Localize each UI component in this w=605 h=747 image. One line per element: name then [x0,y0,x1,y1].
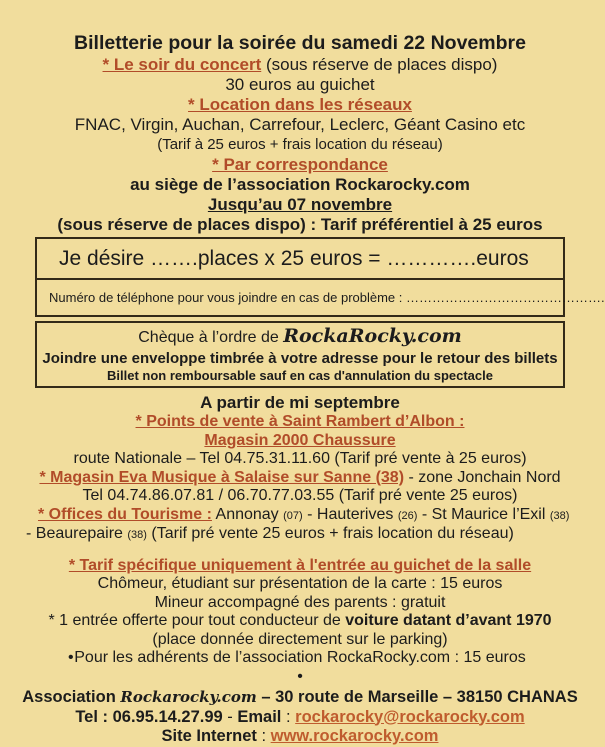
email-label: Email [237,707,282,726]
tourism-sep1: - Hauterives [302,505,398,523]
phone-row [37,280,605,315]
site-colon: : [256,727,271,745]
assoc-name: Rockarocky.com [120,688,257,706]
networks-label: * Location dans les réseaux [188,95,412,114]
classic-car-line [0,612,600,631]
page-title: Billetterie pour la soirée du samedi 22 Novembre [74,32,526,54]
tourism-dept3: (38) [549,509,570,522]
networks-list: FNAC, Virgin, Auchan, Carrefour, Leclerc, Géant Casino etc [74,115,526,134]
box-office-price: 30 euros au guichet [225,75,375,94]
door-heading: * Tarif spécifique uniquement à l'entrée au guichet de la salle [68,556,532,574]
website-link[interactable]: www.rockarocky.com [270,727,439,745]
tourism-label: * Offices du Tourisme : [38,505,212,523]
minor-line: Mineur accompagné des parents : gratuit [154,593,446,611]
classic-car-note: (place donnée directement sur le parking) [152,630,448,648]
bullet-icon: • [297,667,303,685]
networks-line [0,95,600,115]
envelope-note: Joindre une enveloppe timbrée à votre adresse pour le retour des billets [42,350,558,367]
evening-line [0,55,600,75]
tourism-line2-city: - Beaurepaire [26,525,128,542]
shop1-info: route Nationale – Tel 04.75.31.11.60 (Tarif pré vente à 25 euros) [73,450,527,467]
phone-label: Numéro de téléphone pour vous joindre en cas de problème : [49,290,403,305]
tel-text: Tel : 06.95.14.27.99 [75,707,223,726]
presale-heading: A partir de mi septembre [200,393,400,412]
refund-note: Billet non remboursable sauf en cas d'annulation du spectacle [107,368,493,383]
tourism-sep2: - St Maurice l’Exil [417,505,550,523]
website-line [0,727,600,747]
shop2-zone: - zone Jonchain Nord [404,468,561,486]
site-label: Site Internet [161,727,257,745]
assoc-address: – 30 route de Marseille – 38150 CHANAS [256,688,578,706]
cheque-line [41,325,559,349]
phone-dots-field: ………………………………………. [402,290,605,305]
presale-section [0,393,600,545]
shop1-name-line [0,432,600,451]
tourism-line1 [26,506,574,526]
mail-line [0,155,600,175]
mail-deadline: Jusqu’au 07 novembre [207,195,393,214]
mail-address: au siège de l’association Rockarocky.com [130,175,470,194]
tourism-dept1: (07) [283,509,303,522]
st-rambert-line [0,413,600,432]
networks-tariff: (Tarif à 25 euros + frais location du réseau) [157,136,443,153]
tourism-city1: Annonay [211,505,284,523]
mail-label: * Par correspondance [212,155,388,174]
contact-line [0,708,600,728]
tourism-block [0,506,600,545]
cheque-box [35,321,565,388]
shop2-tel: Tel 04.74.86.07.81 / 06.70.77.03.55 (Tarif pré vente 25 euros) [82,487,518,504]
door-heading-line [0,557,600,576]
mail-tariff: (sous réserve de places dispo) : Tarif préférentiel à 25 euros [57,215,543,234]
tourism-line2-info: (Tarif pré vente 25 euros + frais location du réseau) [146,525,514,542]
association-line [0,688,600,708]
cheque-prefix: Chèque à l’ordre de [138,329,284,346]
order-form-box [35,237,605,317]
unemployed-student-line: Chômeur, étudiant sur présentation de la carte : 15 euros [97,575,503,592]
classic-car-prefix: * 1 entrée offerte pour tout conducteur de [48,612,346,629]
shop1-name: Magasin 2000 Chaussure [204,431,396,449]
assoc-prefix: Association [22,688,121,706]
lone-bullet-line [0,668,600,687]
st-rambert-label: * Points de vente à Saint Rambert d’Albon : [135,413,465,430]
members-text: Pour les adhérents de l’association RockaRocky.com : 15 euros [74,649,526,666]
footer-section [0,688,600,747]
shop2-label: * Magasin Eva Musique à Salaise sur Sanne (38) [39,468,405,486]
door-tariffs-section [0,557,600,687]
tourism-line2 [26,525,574,545]
evening-note: (sous réserve de places dispo) [261,55,498,74]
dash-separator: - [222,707,238,726]
bullet-icon: • [68,649,74,666]
shop2-line [0,469,600,488]
tourism-dept2: (26) [397,509,418,522]
evening-label: * Le soir du concert [102,55,262,74]
members-line [0,649,600,668]
quantity-line: Je désire …….places x 25 euros = ………….euros [37,239,563,280]
email-colon: : [281,707,296,726]
tourism-line2-dept: (38) [127,529,147,541]
email-link[interactable]: rockarocky@rockarocky.com [295,707,525,726]
classic-car-bold: voiture datant d’avant 1970 [345,612,552,629]
cheque-payee: RockaRocky.com [283,325,462,347]
